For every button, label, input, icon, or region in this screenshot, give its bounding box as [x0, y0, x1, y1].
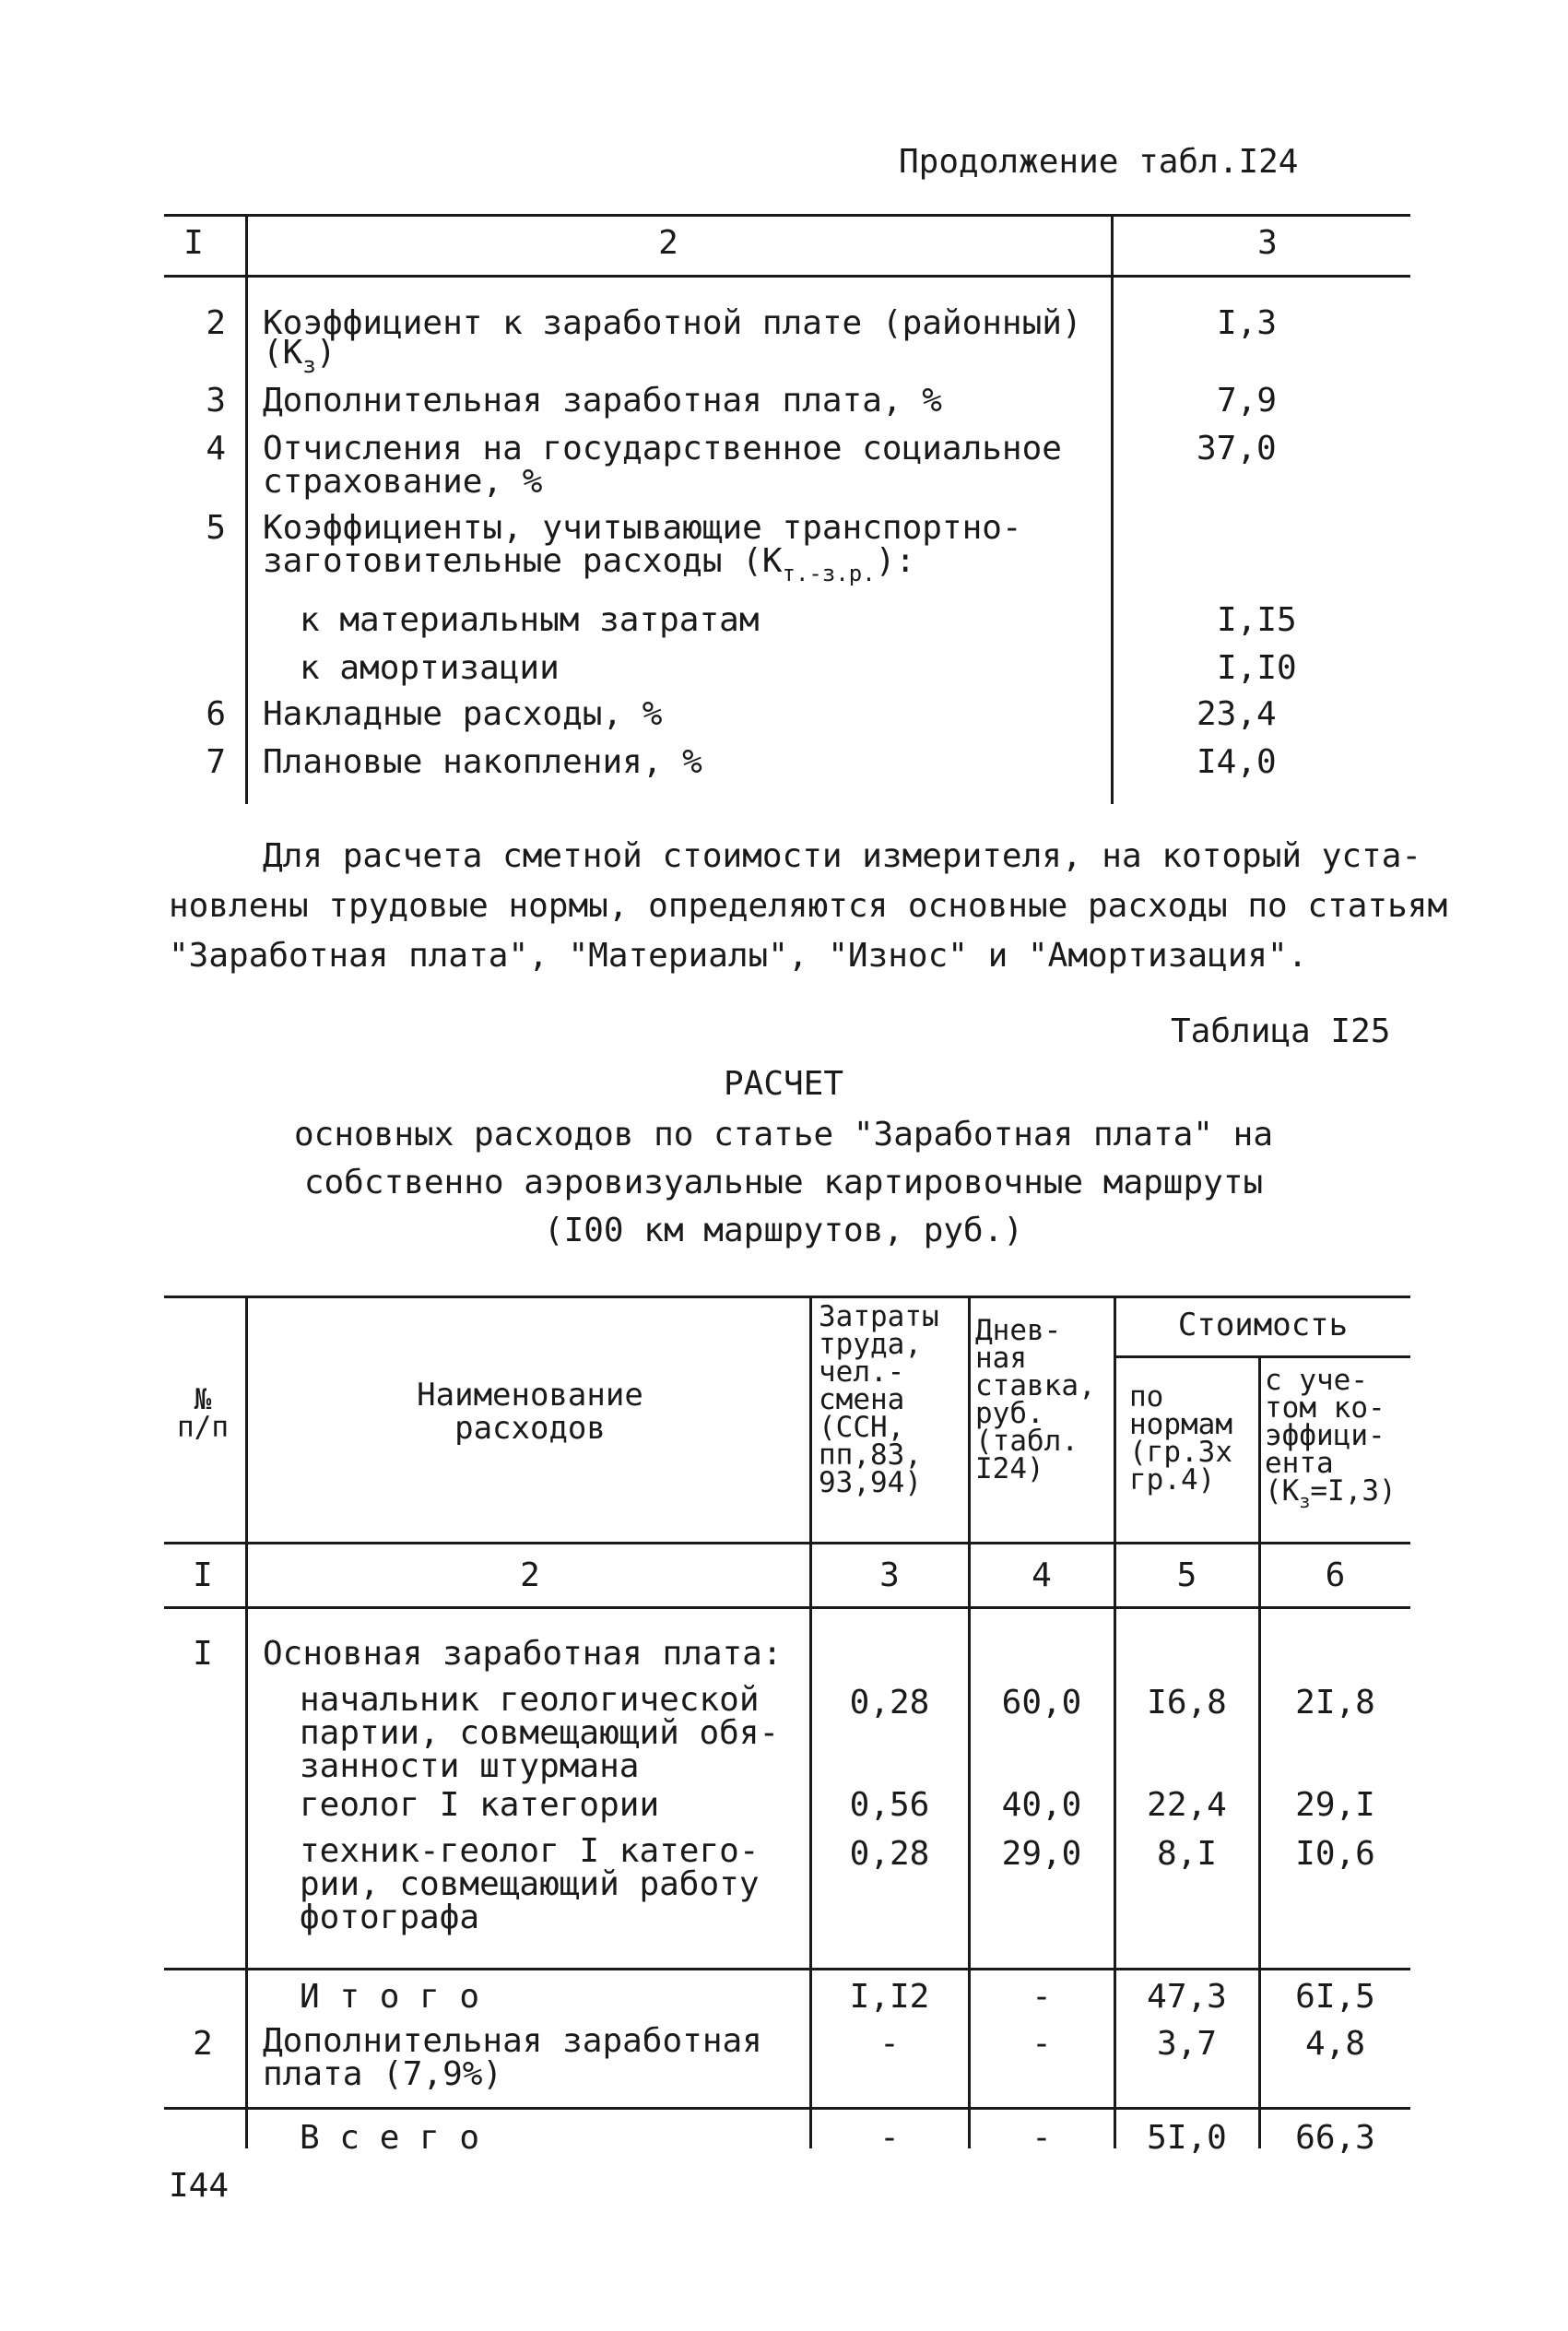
- row-rate: -: [1032, 2119, 1052, 2157]
- row-norm: I6,8: [1147, 1684, 1227, 1722]
- table-title: РАСЧЕТ: [723, 1065, 844, 1103]
- row-name: Плановые накопления, %: [263, 743, 702, 781]
- row-labor: 0,28: [849, 1835, 930, 1873]
- column-number: 3: [879, 1556, 900, 1594]
- row-name: Коэффициенты, учитывающие транспортно-: [263, 509, 1022, 547]
- row-rate: 60,0: [1001, 1684, 1082, 1722]
- header-labor: Затраты труда, чел.- смена (ССН, пп,83, 93,94): [819, 1300, 939, 1499]
- column-number: I: [193, 1556, 213, 1594]
- header-cost: Стоимость: [1177, 1307, 1349, 1343]
- table-divider: [245, 214, 248, 804]
- row-labor: I,I2: [849, 1978, 930, 2016]
- column-header: I: [183, 224, 204, 262]
- row-rate: -: [1032, 1978, 1052, 2016]
- column-header: 2: [658, 224, 678, 262]
- row-name-line2: $(К_з)$: [263, 334, 336, 378]
- table-subtitle: (I00 км маршрутов, руб.): [543, 1212, 1024, 1249]
- paragraph-line: новлены трудовые нормы, определяются основные расходы по статьям: [169, 887, 1448, 925]
- cost-header-rule: [1114, 1355, 1410, 1358]
- table-subtitle: основных расходов по статье "Заработная плата" на: [293, 1116, 1274, 1154]
- row-name: В с е г о: [300, 2119, 480, 2157]
- row-value: I,3: [1217, 304, 1278, 342]
- table-subtotal-rule: [164, 1968, 1410, 1970]
- row-name-line2: страхование, %: [263, 463, 543, 501]
- header-name: Наименование расходов: [417, 1377, 643, 1447]
- row-labor: -: [879, 2119, 900, 2157]
- row-name: к амортизации: [300, 649, 560, 687]
- table-divider: [1111, 214, 1114, 804]
- row-name: техник-геолог I катего- рии, совмещающий работу фотографа: [300, 1832, 760, 1936]
- table-divider: [968, 1296, 971, 2148]
- table-header-rule: [164, 1542, 1410, 1544]
- header-coef: с уче- том ко- эффици- ента $(К_з=I,3)$: [1265, 1364, 1397, 1512]
- column-header: 3: [1257, 224, 1278, 262]
- row-name: Коэффициент к заработной плате (районный): [263, 304, 1082, 342]
- column-number: 6: [1325, 1556, 1346, 1594]
- table-divider: [245, 1296, 248, 2148]
- row-name-line2: заготовительные расходы $(К_{т.-з.р.})$:: [263, 542, 916, 586]
- row-value: 7,9: [1217, 382, 1278, 420]
- table-top-rule: [164, 1296, 1410, 1298]
- table-divider: [809, 1296, 812, 2148]
- row-number: I: [193, 1635, 213, 1673]
- row-name: геолог I категории: [300, 1786, 660, 1824]
- row-name: И т о г о: [300, 1978, 480, 2016]
- row-number: 2: [193, 2025, 213, 2063]
- row-labor: 0,56: [849, 1786, 930, 1824]
- header-norm: по нормам (гр.3х гр.4): [1129, 1380, 1232, 1497]
- row-coef: 66,3: [1295, 2119, 1375, 2157]
- row-value: I4,0: [1197, 743, 1277, 781]
- column-number: 2: [520, 1556, 540, 1594]
- column-number: 5: [1176, 1556, 1197, 1594]
- row-rate: -: [1032, 2025, 1052, 2063]
- page-number: I44: [169, 2167, 230, 2205]
- row-name: Дополнительная заработная плата (7,9%): [263, 2022, 762, 2093]
- row-name: Накладные расходы, %: [263, 695, 663, 733]
- row-number: 2: [206, 304, 226, 342]
- row-value: 23,4: [1197, 695, 1277, 733]
- row-number: 5: [206, 509, 226, 547]
- paragraph-line: Для расчета сметной стоимости измерителя, на который уста-: [263, 837, 1422, 875]
- row-name: к материальным затратам: [300, 601, 760, 639]
- row-number: 4: [206, 430, 226, 467]
- row-coef: 4,8: [1304, 2025, 1366, 2063]
- row-coef: 6I,5: [1295, 1978, 1375, 2016]
- table-top-rule: [164, 214, 1410, 217]
- row-labor: -: [879, 2025, 900, 2063]
- table-label: Таблица I25: [1171, 1012, 1391, 1050]
- row-coef: 29,I: [1295, 1786, 1375, 1824]
- row-name: начальник геологической партии, совмещающий обя- занности штурмана: [300, 1681, 780, 1785]
- header-num: № п/п: [177, 1383, 229, 1444]
- column-number: 4: [1032, 1556, 1052, 1594]
- table-total-rule: [164, 2107, 1410, 2110]
- table-colnum-rule: [164, 1606, 1410, 1609]
- row-rate: 29,0: [1001, 1835, 1082, 1873]
- table-subtitle: собственно аэровизуальные картировочные маршруты: [303, 1164, 1264, 1201]
- row-coef: I0,6: [1295, 1835, 1375, 1873]
- row-norm: 47,3: [1147, 1978, 1227, 2016]
- row-name: Отчисления на государственное социальное: [263, 430, 1062, 467]
- row-labor: 0,28: [849, 1684, 930, 1722]
- table-divider: [1114, 1296, 1116, 2148]
- row-norm: 22,4: [1147, 1786, 1227, 1824]
- row-value: I,I0: [1217, 649, 1297, 687]
- table-header-rule: [164, 275, 1410, 278]
- row-value: I,I5: [1217, 601, 1297, 639]
- row-name: Дополнительная заработная плата, %: [263, 382, 942, 420]
- header-rate: Днев- ная ставка, руб. (табл. I24): [975, 1314, 1096, 1485]
- row-rate: 40,0: [1001, 1786, 1082, 1824]
- row-norm: 8,I: [1156, 1835, 1218, 1873]
- row-coef: 2I,8: [1295, 1684, 1375, 1722]
- row-name: Основная заработная плата:: [263, 1635, 783, 1673]
- row-value: 37,0: [1197, 430, 1277, 467]
- continuation-label: Продолжение табл.I24: [899, 143, 1299, 181]
- row-number: 7: [206, 743, 226, 781]
- row-norm: 3,7: [1156, 2025, 1218, 2063]
- row-norm: 5I,0: [1147, 2119, 1227, 2157]
- row-number: 3: [206, 382, 226, 420]
- paragraph-line: "Заработная плата", "Материалы", "Износ" и "Амортизация".: [169, 937, 1308, 975]
- row-number: 6: [206, 695, 226, 733]
